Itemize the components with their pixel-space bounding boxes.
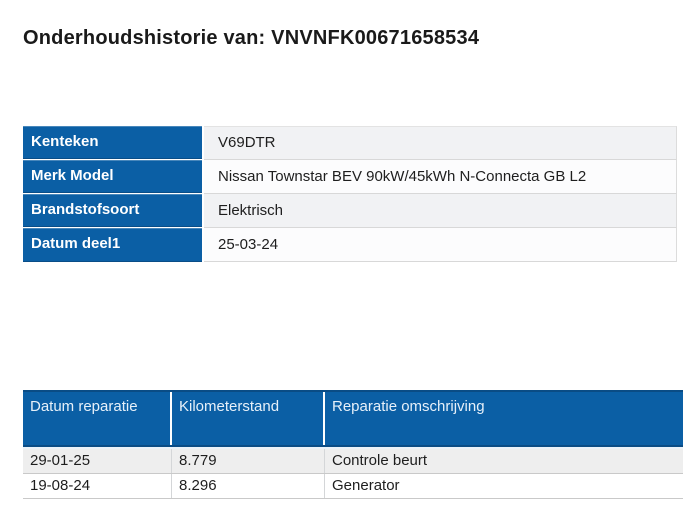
row-value: Nissan Townstar BEV 90kW/45kWh N-Connecta GB L2 xyxy=(204,160,677,194)
cell-kilometerstand: 8.296 xyxy=(172,474,325,498)
table-row xyxy=(23,228,677,262)
table-row xyxy=(23,126,677,160)
table-row xyxy=(23,449,683,474)
cell-datum-reparatie: 29-01-25 xyxy=(23,449,172,473)
cell-reparatie-omschrijving: Generator xyxy=(332,477,400,494)
table-row xyxy=(23,160,677,194)
row-value: 25-03-24 xyxy=(204,228,677,262)
cell-datum-reparatie: 19-08-24 xyxy=(23,474,172,498)
repair-history-table xyxy=(23,390,683,499)
page-title: Onderhoudshistorie van: VNVNFK00671658534 xyxy=(23,27,480,49)
vehicle-info-table xyxy=(23,126,677,262)
row-value: V69DTR xyxy=(204,126,677,160)
row-label: Kenteken xyxy=(23,126,204,160)
cell-kilometerstand: 8.779 xyxy=(172,449,325,473)
column-header-kilometerstand: Kilometerstand xyxy=(172,392,325,445)
row-value: Elektrisch xyxy=(204,194,677,228)
column-header-reparatie-omschrijving: Reparatie omschrijving xyxy=(332,398,485,415)
table-row xyxy=(23,194,677,228)
row-label: Datum deel1 xyxy=(23,228,204,262)
cell-reparatie-omschrijving: Controle beurt xyxy=(332,452,428,469)
row-label: Merk Model xyxy=(23,160,204,194)
row-label: Brandstofsoort xyxy=(23,194,204,228)
column-header-datum-reparatie: Datum reparatie xyxy=(23,392,172,445)
header-row xyxy=(23,390,683,447)
table-row xyxy=(23,474,683,499)
